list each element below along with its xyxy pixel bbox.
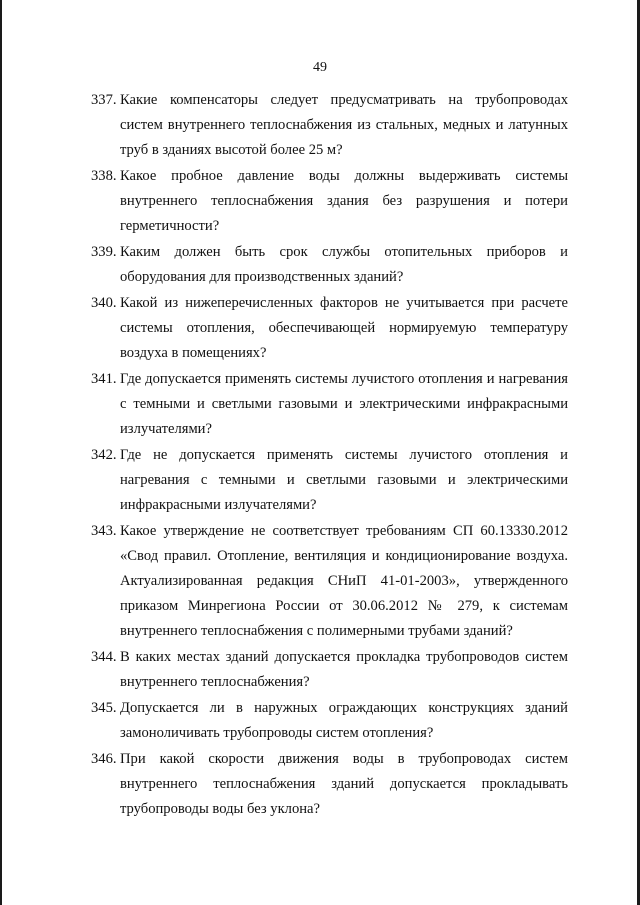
question-text: Какое пробное давление воды должны выдерживать системы внутреннего теплоснабжения здания без разрушения и потери герметичности? [120, 168, 568, 234]
question-number: 345. [91, 700, 117, 716]
question-text: Каким должен быть срок службы отопительных приборов и оборудования для производственных зданий? [120, 244, 568, 285]
question-number: 338. [91, 168, 117, 184]
question-number: 346. [91, 751, 117, 767]
question-text: В каких местах зданий допускается прокладка трубопроводов систем внутреннего теплоснабжения? [120, 649, 568, 690]
question-number: 344. [91, 649, 117, 665]
question-number: 342. [91, 447, 117, 463]
question-text: Какой из нижеперечисленных факторов не учитывается при расчете системы отопления, обеспечивающей нормируемую температуру воздуха в помещениях? [120, 295, 568, 361]
question-number: 340. [91, 295, 117, 311]
question-item [91, 164, 568, 239]
question-item [91, 291, 568, 366]
question-number: 339. [91, 244, 117, 260]
question-text: Какие компенсаторы следует предусматривать на трубопроводах систем внутреннего теплоснабжения из стальных, медных и латунных труб в зданиях высотой более 25 м? [120, 92, 568, 158]
question-item [91, 696, 568, 746]
question-text: Где не допускается применять системы лучистого отопления и нагревания с темными и светлыми газовыми и электрическими инфракрасными излучателями? [120, 447, 568, 513]
question-item [91, 645, 568, 695]
question-number: 337. [91, 92, 117, 108]
question-text: При какой скорости движения воды в трубопроводах систем внутреннего теплоснабжения зданий допускается прокладывать трубопроводы воды без уклона? [120, 751, 568, 817]
question-text: Где допускается применять системы лучистого отопления и нагревания с темными и светлыми газовыми и электрическими инфракрасными излучателями? [120, 371, 568, 437]
question-list [91, 88, 568, 822]
question-item [91, 240, 568, 290]
question-item [91, 443, 568, 518]
scan-border-left [0, 0, 2, 905]
question-item [91, 519, 568, 644]
question-item [91, 88, 568, 163]
question-number: 343. [91, 523, 117, 539]
page-number: 49 [313, 60, 327, 75]
question-item [91, 747, 568, 822]
question-text: Какое утверждение не соответствует требованиям СП 60.13330.2012 «Свод правил. Отопление, вентиляция и кондиционирование воздуха. Актуализированная редакция СНиП 41-01-2003», утвержденного приказом Минрегиона России от 30.06.2012 № 279, к системам внутреннего теплоснабжения с полимерными трубами зданий? [120, 523, 568, 639]
question-number: 341. [91, 371, 117, 387]
question-text: Допускается ли в наружных ограждающих конструкциях зданий замоноличивать трубопроводы систем отопления? [120, 700, 568, 741]
question-item [91, 367, 568, 442]
